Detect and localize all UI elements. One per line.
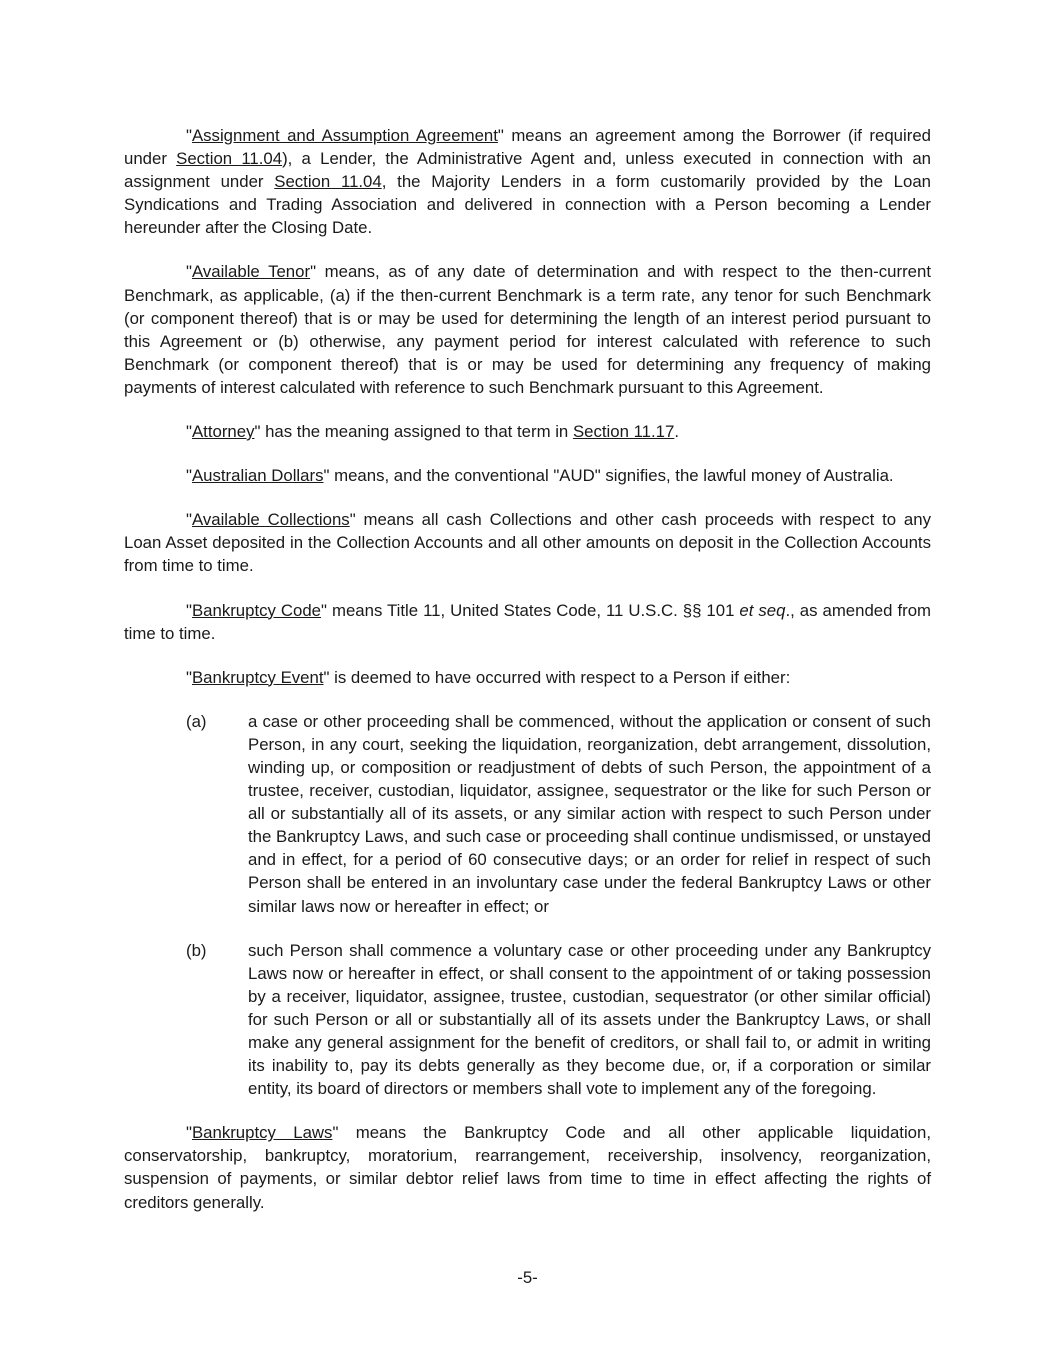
definition-bankruptcy-laws: "Bankruptcy Laws" means the Bankruptcy Code and all other applicable liquidation, conservatorship, bankruptcy, moratorium, rearrangement, receivership, insolvency, reorganization, suspension of payments, or similar debtor relief laws from time to time in effect affecting the rights of creditors generally. [124, 1123, 931, 1212]
document-body [124, 124, 931, 1235]
section-reference: Section 11.04 [274, 172, 382, 192]
list-item-a [124, 710, 931, 918]
section-reference: Section 11.17 [572, 422, 675, 442]
list-item-b [124, 939, 931, 1101]
section-reference: Section 11.04 [176, 149, 283, 169]
defined-term: Bankruptcy Laws [191, 1123, 333, 1143]
definition-attorney: "Attorney" has the meaning assigned to that term in Section 11.17. [186, 422, 679, 442]
page-number: -5- [517, 1268, 538, 1287]
definition-available-tenor: "Available Tenor" means, as of any date of determination and with respect to the then-current Benchmark, as applicable, (a) if the then-current Benchmark is a term rate, any tenor for such Benchmark (or component thereof) that is or may be used for determining the length of an interest period pursuant to this Agreement or (b) otherwise, any payment period for interest calculated with reference to such Benchmark (or component thereof) that is or may be used for determining any frequency of making payments of interest calculated with reference to such Benchmark pursuant to this Agreement. [124, 262, 931, 397]
list-item-text: a case or other proceeding shall be commenced, without the application or consent of such Person, in any court, seeking the liquidation, reorganization, debt arrangement, dissolution, winding up, or composition or readjustment of debts of such Person, the appointment of a trustee, receiver, custodian, liquidator, assignee, sequestrator or the like for such Person or all or substantially all of its assets, or any similar action with respect to such Person under the Bankruptcy Laws, and such case or proceeding shall continue undismissed, or unstayed and in effect, for a period of 60 consecutive days; or an order for relief in respect of such Person shall be entered in an involuntary case under the federal Bankruptcy Laws or other similar laws now or hereafter in effect; or [248, 711, 931, 916]
defined-term: Bankruptcy Code [191, 600, 322, 620]
defined-term: Australian Dollars [191, 466, 324, 486]
defined-term: Available Collections [191, 510, 350, 530]
list-item-label: (a) [186, 711, 207, 731]
definition-available-collections: "Available Collections" means all cash Collections and other cash proceeds with respect to any Loan Asset deposited in the Collection Accounts and all other amounts on deposit in the Collection Accounts from time to time. [124, 510, 931, 576]
latin-phrase: et seq [739, 600, 786, 620]
definition-bankruptcy-event: "Bankruptcy Event" is deemed to have occurred with respect to a Person if either: [186, 667, 791, 687]
definition-bankruptcy-code: "Bankruptcy Code" means Title 11, United States Code, 11 U.S.C. §§ 101 et seq., as amended from time to time. [124, 600, 932, 643]
definition-assignment-and-assumption-agreement: "Assignment and Assumption Agreement" means an agreement among the Borrower (if required under Section 11.04), a Lender, the Administrative Agent and, unless executed in connection with an assignment under Section 11.04, the Majority Lenders in a form customarily provided by the Loan Syndications and Trading Association and delivered in connection with a Person becoming a Lender hereunder after the Closing Date. [124, 126, 931, 238]
defined-term: Bankruptcy Event [191, 667, 324, 687]
list-item-label: (b) [186, 940, 207, 960]
defined-term: Attorney [191, 422, 255, 442]
list-item-text: such Person shall commence a voluntary case or other proceeding under any Bankruptcy Laws now or hereafter in effect, or shall consent to the appointment of or taking possession by a receiver, liquidator, assignee, trustee, custodian, sequestrator (or other similar official) for such Person or all or substantially all of its assets under the Bankruptcy Laws, or shall make any general assignment for the benefit of creditors, or shall fail to, or admit in writing its inability to, pay its debts generally as they become due, or, if a corporation or similar entity, its board of directors or members shall vote to implement any of the foregoing. [248, 940, 931, 1099]
defined-term: Assignment and Assumption Agreement [191, 126, 498, 145]
defined-term: Available Tenor [191, 262, 311, 282]
definition-australian-dollars: "Australian Dollars" means, and the conventional "AUD" signifies, the lawful money of Australia. [186, 466, 894, 486]
